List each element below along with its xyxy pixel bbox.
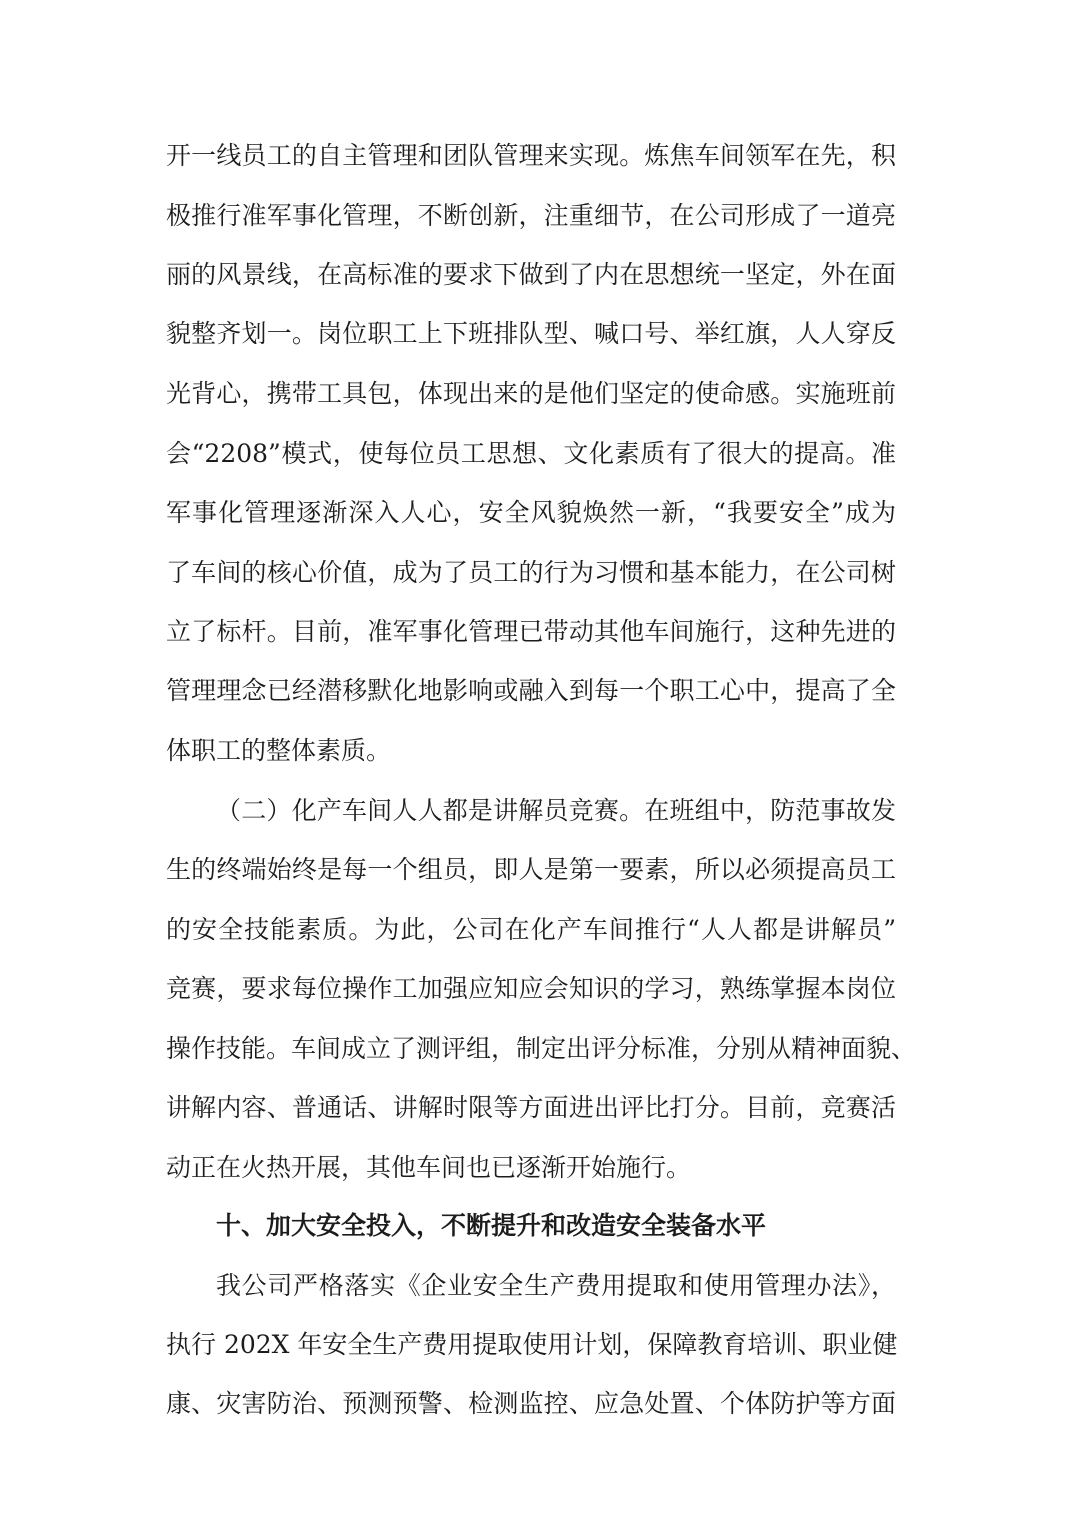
paragraph-line: 丽的风景线，在高标准的要求下做到了内在思想统一坚定，外在面: [166, 260, 896, 289]
paragraph-line: 康、灾害防治、预测预警、检测监控、应急处置、个体防护等方面: [166, 1389, 896, 1418]
paragraph-line: 的安全技能素质。为此，公司在化产车间推行“人人都是讲解员”: [166, 915, 896, 944]
paragraph-line: 军事化管理逐渐深入人心，安全风貌焕然一新，“我要安全”成为: [166, 498, 896, 527]
paragraph-line: 光背心，携带工具包，体现出来的是他们坚定的使命感。实施班前: [166, 379, 896, 408]
paragraph-line: 操作技能。车间成立了测评组，制定出评分标准，分别从精神面貌、: [166, 1034, 917, 1063]
paragraph-line: 管理理念已经潜移默化地影响或融入到每一个职工心中，提高了全: [166, 676, 896, 705]
paragraph-line: （二）化产车间人人都是讲解员竞赛。在班组中，防范事故发: [216, 796, 896, 825]
paragraph-line: 讲解内容、普通话、讲解时限等方面进出评比打分。目前，竞赛活: [166, 1093, 896, 1122]
section-heading: 十、加大安全投入，不断提升和改造安全装备水平: [216, 1211, 767, 1240]
paragraph-line: 竞赛，要求每位操作工加强应知应会知识的学习，熟练掌握本岗位: [166, 974, 896, 1003]
paragraph-line: 立了标杆。目前，准军事化管理已带动其他车间施行，这种先进的: [166, 617, 896, 646]
paragraph-line: 生的终端始终是每一个组员，即人是第一要素，所以必须提高员工: [166, 855, 896, 884]
paragraph-line: 我公司严格落实《企业安全生产费用提取和使用管理办法》，: [216, 1271, 896, 1300]
paragraph-line: 开一线员工的自主管理和团队管理来实现。炼焦车间领军在先，积: [166, 141, 896, 170]
paragraph-line: 会“2208”模式，使每位员工思想、文化素质有了很大的提高。准: [166, 439, 896, 468]
paragraph-line: 极推行准军事化管理，不断创新，注重细节，在公司形成了一道亮: [166, 201, 896, 230]
paragraph-line: 了车间的核心价值，成为了员工的行为习惯和基本能力，在公司树: [166, 558, 896, 587]
paragraph-line: 执行 202X 年安全生产费用提取使用计划，保障教育培训、职业健: [166, 1330, 898, 1359]
paragraph-line: 体职工的整体素质。: [166, 736, 392, 765]
paragraph-line: 动正在火热开展，其他车间也已逐渐开始施行。: [166, 1153, 692, 1182]
paragraph-line: 貌整齐划一。岗位职工上下班排队型、喊口号、举红旗，人人穿反: [166, 319, 896, 348]
